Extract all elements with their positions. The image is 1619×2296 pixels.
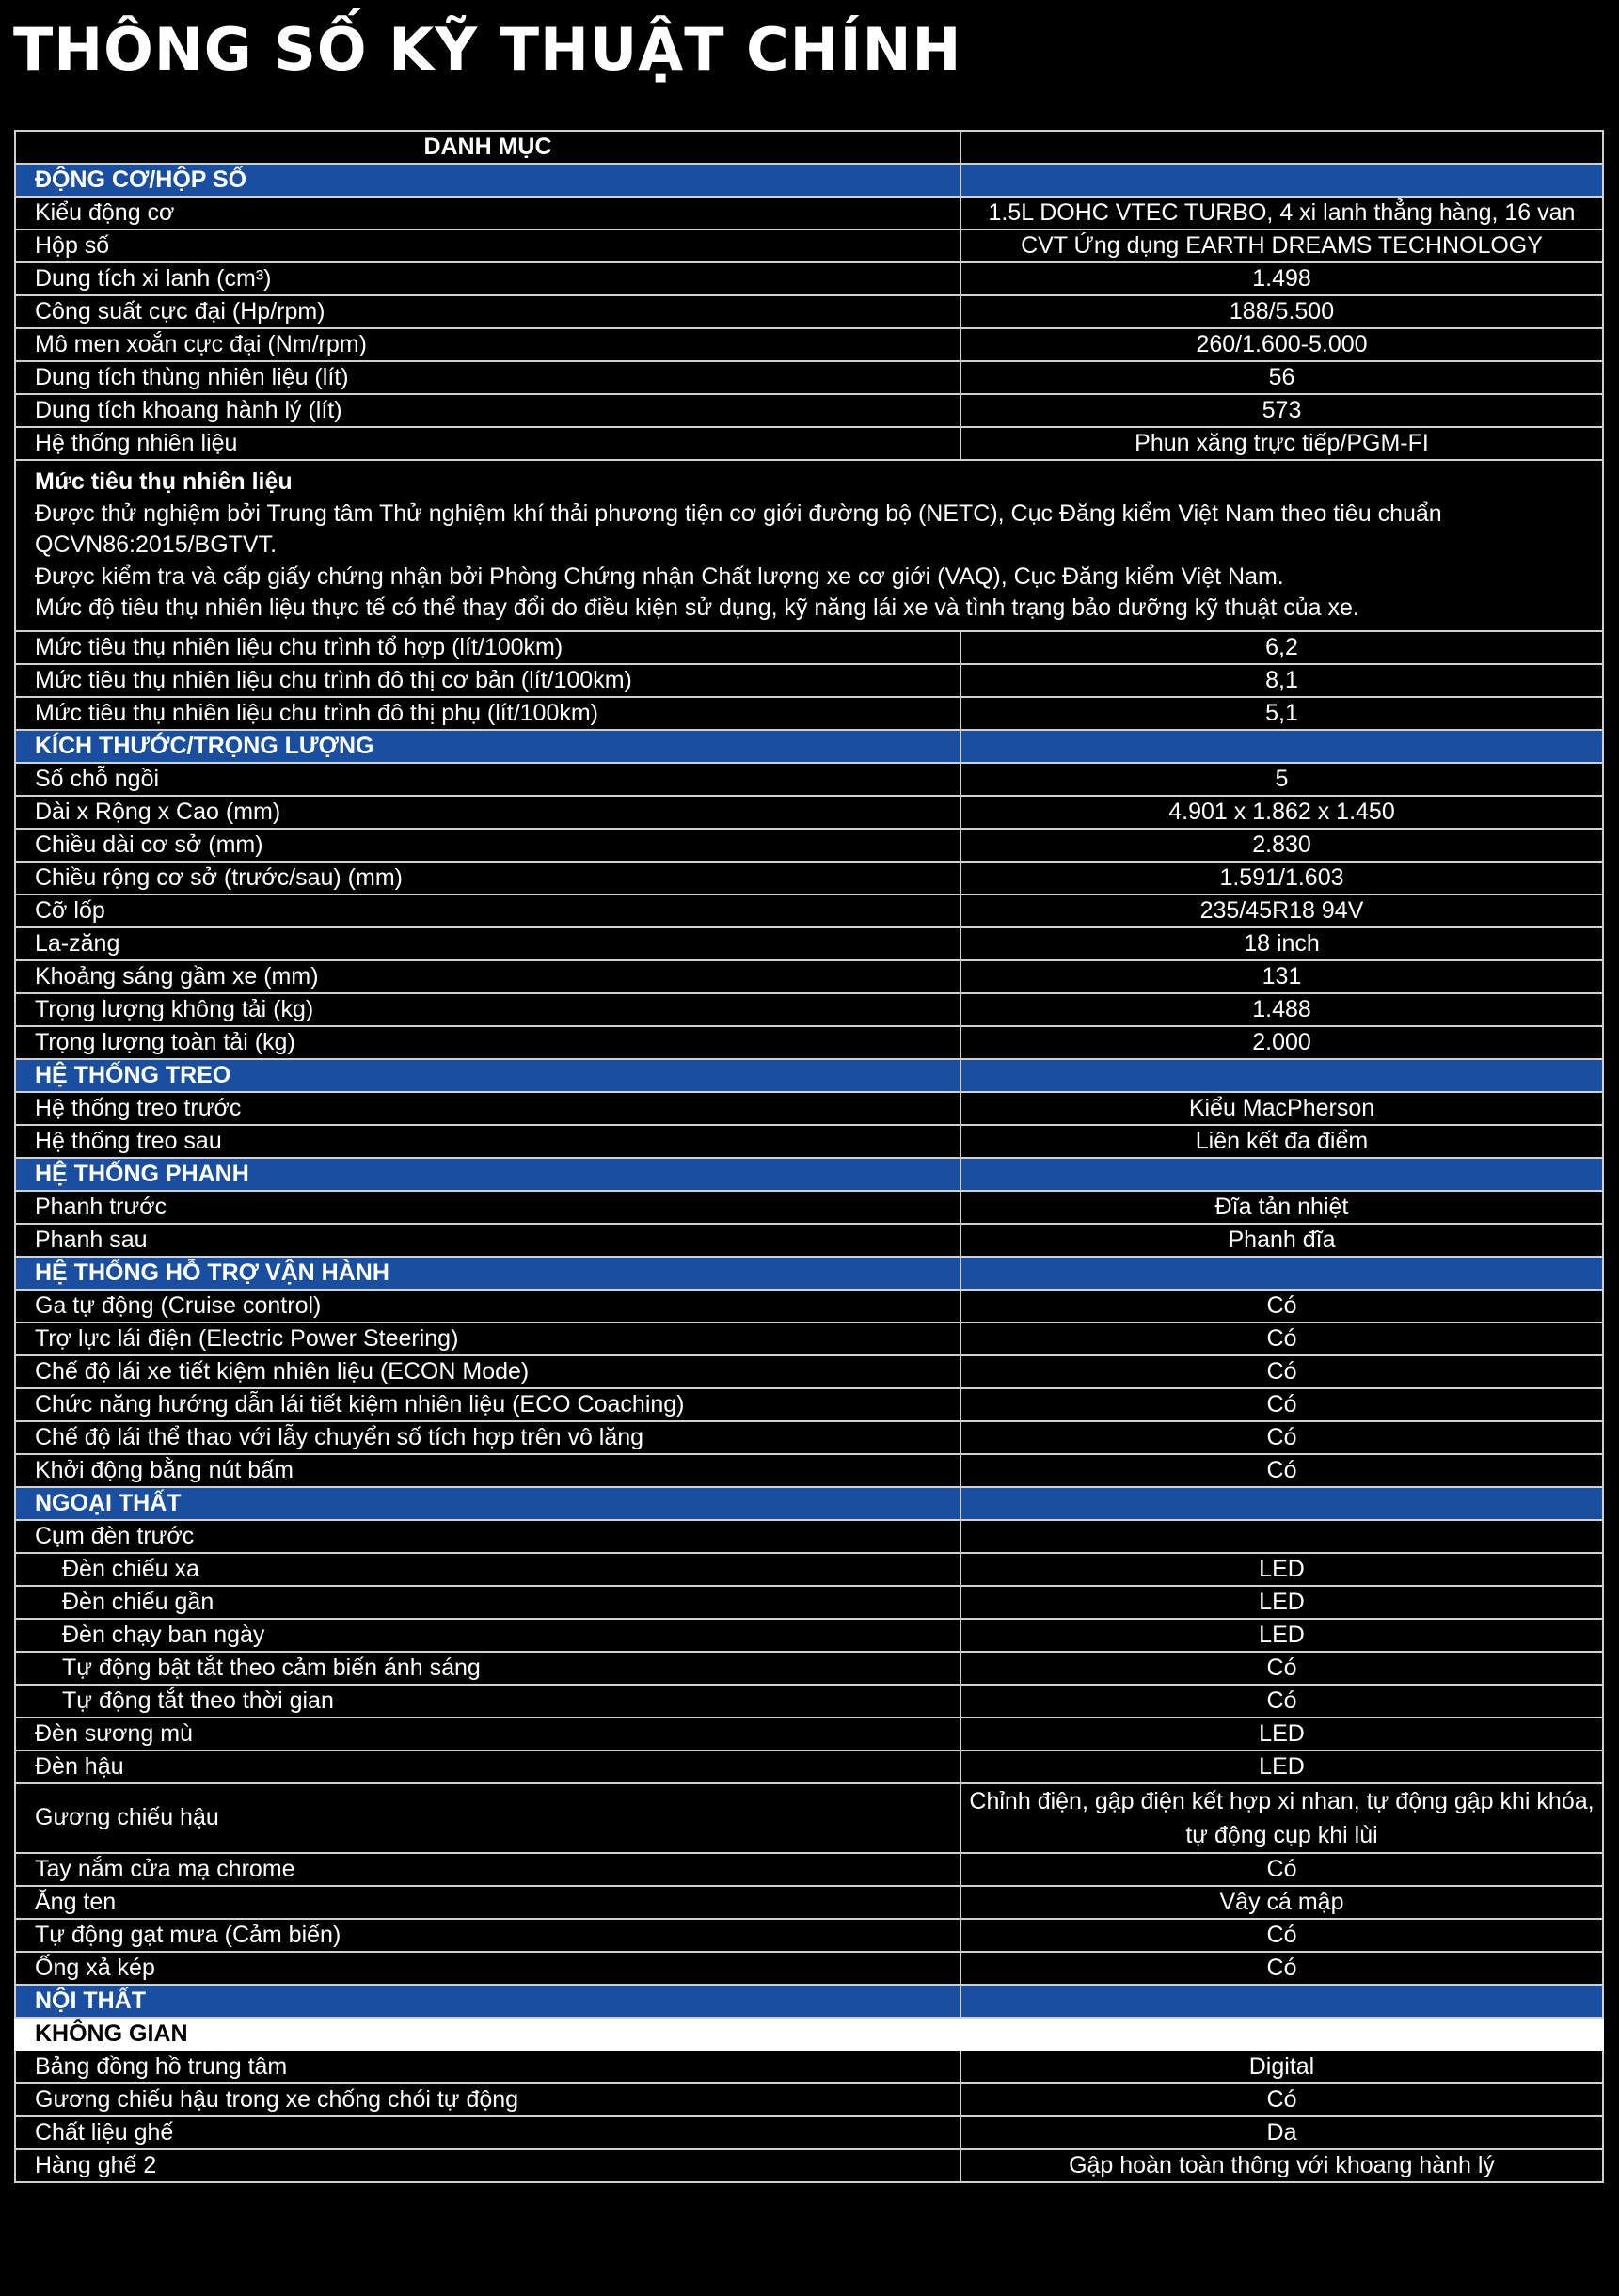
spec-label: Đèn hậu bbox=[15, 1750, 960, 1783]
section-header-row bbox=[15, 1158, 1603, 1191]
spec-label: Tự động gạt mưa (Cảm biến) bbox=[15, 1919, 960, 1952]
spec-row bbox=[15, 1092, 1603, 1125]
spec-value: 2.000 bbox=[960, 1026, 1603, 1059]
spec-value: Có bbox=[960, 1388, 1603, 1421]
spec-label: Chế độ lái xe tiết kiệm nhiên liệu (ECON Mode) bbox=[15, 1355, 960, 1388]
spec-value: 1.498 bbox=[960, 262, 1603, 295]
spec-value: 131 bbox=[960, 960, 1603, 993]
spec-row bbox=[15, 295, 1603, 328]
section-value-cell bbox=[960, 164, 1603, 197]
spec-value: 6,2 bbox=[960, 631, 1603, 664]
spec-label: Gương chiếu hậu bbox=[15, 1783, 960, 1853]
spec-value: 5,1 bbox=[960, 697, 1603, 730]
spec-label: Ga tự động (Cruise control) bbox=[15, 1290, 960, 1322]
spec-value: 4.901 x 1.862 x 1.450 bbox=[960, 796, 1603, 829]
spec-label: La-zăng bbox=[15, 927, 960, 960]
spec-row bbox=[15, 1191, 1603, 1224]
spec-row bbox=[15, 2149, 1603, 2182]
spec-label: Dài x Rộng x Cao (mm) bbox=[15, 796, 960, 829]
spec-label: Chiều dài cơ sở (mm) bbox=[15, 829, 960, 862]
section-title: ĐỘNG CƠ/HỘP SỐ bbox=[15, 164, 960, 197]
spec-value: LED bbox=[960, 1553, 1603, 1586]
spec-value: 188/5.500 bbox=[960, 295, 1603, 328]
spec-value: Có bbox=[960, 1853, 1603, 1886]
spec-row bbox=[15, 1718, 1603, 1750]
spec-row bbox=[15, 664, 1603, 697]
spec-value: Có bbox=[960, 1454, 1603, 1487]
spec-label: Cụm đèn trước bbox=[15, 1520, 960, 1553]
spec-label: Hệ thống nhiên liệu bbox=[15, 427, 960, 460]
spec-row bbox=[15, 2116, 1603, 2149]
spec-label: Công suất cực đại (Hp/rpm) bbox=[15, 295, 960, 328]
spec-value: Có bbox=[960, 1421, 1603, 1454]
spec-row bbox=[15, 631, 1603, 664]
spec-value: Digital bbox=[960, 2051, 1603, 2083]
spec-value: 8,1 bbox=[960, 664, 1603, 697]
spec-row bbox=[15, 1421, 1603, 1454]
section-title: NGOẠI THẤT bbox=[15, 1487, 960, 1520]
spec-row bbox=[15, 328, 1603, 361]
spec-row bbox=[15, 1355, 1603, 1388]
spec-row bbox=[15, 1388, 1603, 1421]
spec-label: Mức tiêu thụ nhiên liệu chu trình đô thị cơ bản (lít/100km) bbox=[15, 664, 960, 697]
spec-value: 1.591/1.603 bbox=[960, 862, 1603, 895]
spec-value: Có bbox=[960, 1290, 1603, 1322]
section-header-row bbox=[15, 1985, 1603, 2018]
spec-value: Có bbox=[960, 1685, 1603, 1718]
spec-label: Mô men xoắn cực đại (Nm/rpm) bbox=[15, 328, 960, 361]
spec-value: 18 inch bbox=[960, 927, 1603, 960]
spec-row bbox=[15, 1026, 1603, 1059]
spec-row bbox=[15, 697, 1603, 730]
spec-row bbox=[15, 262, 1603, 295]
section-value-cell bbox=[960, 1059, 1603, 1092]
fuel-note-line: Được thử nghiệm bởi Trung tâm Thử nghiệm khí thải phương tiện cơ giới đường bộ (NETC), Cục Đăng kiểm Việt Nam theo tiêu chuẩn QCVN86:2015/BGTVT. bbox=[35, 499, 1442, 559]
spec-label: Số chỗ ngồi bbox=[15, 763, 960, 796]
spec-value: CVT Ứng dụng EARTH DREAMS TECHNOLOGY bbox=[960, 230, 1603, 262]
spec-value: Có bbox=[960, 1952, 1603, 1985]
spec-label: Tự động bật tắt theo cảm biến ánh sáng bbox=[15, 1652, 960, 1685]
spec-row bbox=[15, 394, 1603, 427]
spec-row bbox=[15, 427, 1603, 460]
spec-label: Đèn chiếu xa bbox=[15, 1553, 960, 1586]
spec-label: Phanh trước bbox=[15, 1191, 960, 1224]
spec-value: 5 bbox=[960, 763, 1603, 796]
section-header-row bbox=[15, 1059, 1603, 1092]
section-value-cell bbox=[960, 2018, 1603, 2051]
spec-value: 1.5L DOHC VTEC TURBO, 4 xi lanh thẳng hàng, 16 van bbox=[960, 197, 1603, 230]
spec-row bbox=[15, 927, 1603, 960]
subsection-header-row bbox=[15, 2018, 1603, 2051]
spec-value: Kiểu MacPherson bbox=[960, 1092, 1603, 1125]
spec-label: Ống xả kép bbox=[15, 1952, 960, 1985]
spec-value: Vây cá mập bbox=[960, 1886, 1603, 1919]
fuel-note-title: Mức tiêu thụ nhiên liệu bbox=[35, 468, 293, 495]
spec-value: 2.830 bbox=[960, 829, 1603, 862]
header-label: DANH MỤC bbox=[15, 131, 960, 164]
spec-row bbox=[15, 763, 1603, 796]
spec-value: 235/45R18 94V bbox=[960, 895, 1603, 927]
table-header-row bbox=[15, 131, 1603, 164]
spec-label: Khoảng sáng gầm xe (mm) bbox=[15, 960, 960, 993]
spec-table-body bbox=[15, 131, 1603, 2182]
spec-row bbox=[15, 1952, 1603, 1985]
header-value bbox=[960, 131, 1603, 164]
spec-label: Khởi động bằng nút bấm bbox=[15, 1454, 960, 1487]
spec-label: Dung tích khoang hành lý (lít) bbox=[15, 394, 960, 427]
spec-label: Dung tích xi lanh (cm³) bbox=[15, 262, 960, 295]
section-title: NỘI THẤT bbox=[15, 1985, 960, 2018]
spec-row bbox=[15, 1886, 1603, 1919]
spec-row bbox=[15, 1224, 1603, 1257]
spec-label: Gương chiếu hậu trong xe chống chói tự động bbox=[15, 2083, 960, 2116]
spec-row bbox=[15, 230, 1603, 262]
spec-row bbox=[15, 993, 1603, 1026]
spec-value: Liên kết đa điểm bbox=[960, 1125, 1603, 1158]
spec-row bbox=[15, 2083, 1603, 2116]
spec-value: 56 bbox=[960, 361, 1603, 394]
spec-label: Hàng ghế 2 bbox=[15, 2149, 960, 2182]
spec-label: Trợ lực lái điện (Electric Power Steering) bbox=[15, 1322, 960, 1355]
spec-row bbox=[15, 829, 1603, 862]
spec-label: Mức tiêu thụ nhiên liệu chu trình đô thị phụ (lít/100km) bbox=[15, 697, 960, 730]
section-title: HỆ THỐNG PHANH bbox=[15, 1158, 960, 1191]
spec-label: Ăng ten bbox=[15, 1886, 960, 1919]
spec-value: LED bbox=[960, 1750, 1603, 1783]
spec-value: LED bbox=[960, 1718, 1603, 1750]
spec-label: Hệ thống treo trước bbox=[15, 1092, 960, 1125]
spec-row bbox=[15, 197, 1603, 230]
spec-sub-row bbox=[15, 1586, 1603, 1619]
spec-row bbox=[15, 1520, 1603, 1553]
spec-label: Chất liệu ghế bbox=[15, 2116, 960, 2149]
section-header-row bbox=[15, 164, 1603, 197]
spec-label: Hộp số bbox=[15, 230, 960, 262]
spec-row bbox=[15, 1919, 1603, 1952]
spec-row bbox=[15, 1290, 1603, 1322]
spec-value: Phanh đĩa bbox=[960, 1224, 1603, 1257]
spec-label: Đèn chạy ban ngày bbox=[15, 1619, 960, 1652]
spec-row bbox=[15, 1853, 1603, 1886]
spec-value: 573 bbox=[960, 394, 1603, 427]
section-title: HỆ THỐNG TREO bbox=[15, 1059, 960, 1092]
fuel-note-line: Được kiểm tra và cấp giấy chứng nhận bởi Phòng Chứng nhận Chất lượng xe cơ giới (VAQ), Cục Đăng kiểm Việt Nam. bbox=[35, 562, 1284, 590]
spec-label: Hệ thống treo sau bbox=[15, 1125, 960, 1158]
spec-row bbox=[15, 796, 1603, 829]
spec-label: Kiểu động cơ bbox=[15, 197, 960, 230]
spec-label: Đèn chiếu gần bbox=[15, 1586, 960, 1619]
fuel-note-line: Mức độ tiêu thụ nhiên liệu thực tế có thể thay đổi do điều kiện sử dụng, kỹ năng lái xe và tình trạng bảo dưỡng kỹ thuật của xe. bbox=[35, 594, 1359, 622]
spec-label: Trọng lượng không tải (kg) bbox=[15, 993, 960, 1026]
spec-label: Dung tích thùng nhiên liệu (lít) bbox=[15, 361, 960, 394]
spec-label: Tay nắm cửa mạ chrome bbox=[15, 1853, 960, 1886]
spec-row bbox=[15, 960, 1603, 993]
spec-label: Chức năng hướng dẫn lái tiết kiệm nhiên liệu (ECO Coaching) bbox=[15, 1388, 960, 1421]
spec-row bbox=[15, 1454, 1603, 1487]
spec-value: Có bbox=[960, 1652, 1603, 1685]
spec-row bbox=[15, 895, 1603, 927]
spec-label: Phanh sau bbox=[15, 1224, 960, 1257]
spec-value: Chỉnh điện, gập điện kết hợp xi nhan, tự động gập khi khóa, tự động cụp khi lùi bbox=[960, 1783, 1603, 1853]
spec-row bbox=[15, 1322, 1603, 1355]
section-header-row bbox=[15, 730, 1603, 763]
spec-label: Tự động tắt theo thời gian bbox=[15, 1685, 960, 1718]
spec-sub-row bbox=[15, 1553, 1603, 1586]
spec-value: Phun xăng trực tiếp/PGM-FI bbox=[960, 427, 1603, 460]
spec-value: Gập hoàn toàn thông với khoang hành lý bbox=[960, 2149, 1603, 2182]
spec-sub-row bbox=[15, 1652, 1603, 1685]
spec-value: 1.488 bbox=[960, 993, 1603, 1026]
section-header-row bbox=[15, 1487, 1603, 1520]
spec-row bbox=[15, 2051, 1603, 2083]
spec-sub-row bbox=[15, 1619, 1603, 1652]
spec-label: Chế độ lái thể thao với lẫy chuyển số tích hợp trên vô lăng bbox=[15, 1421, 960, 1454]
spec-value: LED bbox=[960, 1586, 1603, 1619]
fuel-note-row bbox=[15, 460, 1603, 631]
spec-label: Chiều rộng cơ sở (trước/sau) (mm) bbox=[15, 862, 960, 895]
subsection-title: KHÔNG GIAN bbox=[15, 2018, 960, 2051]
spec-table bbox=[14, 130, 1604, 2183]
spec-value: 260/1.600-5.000 bbox=[960, 328, 1603, 361]
spec-row bbox=[15, 862, 1603, 895]
spec-value: Đĩa tản nhiệt bbox=[960, 1191, 1603, 1224]
spec-value: Da bbox=[960, 2116, 1603, 2149]
spec-sub-row bbox=[15, 1685, 1603, 1718]
spec-label: Cỡ lốp bbox=[15, 895, 960, 927]
section-value-cell bbox=[960, 1257, 1603, 1290]
spec-value bbox=[960, 1520, 1603, 1553]
spec-row bbox=[15, 1783, 1603, 1853]
spec-row bbox=[15, 1125, 1603, 1158]
fuel-note-cell bbox=[15, 460, 1603, 631]
section-value-cell bbox=[960, 1487, 1603, 1520]
spec-label: Trọng lượng toàn tải (kg) bbox=[15, 1026, 960, 1059]
spec-value: LED bbox=[960, 1619, 1603, 1652]
spec-value: Có bbox=[960, 1355, 1603, 1388]
spec-label: Bảng đồng hồ trung tâm bbox=[15, 2051, 960, 2083]
spec-label: Đèn sương mù bbox=[15, 1718, 960, 1750]
section-value-cell bbox=[960, 1985, 1603, 2018]
spec-row bbox=[15, 361, 1603, 394]
spec-value: Có bbox=[960, 1322, 1603, 1355]
section-value-cell bbox=[960, 1158, 1603, 1191]
spec-value: Có bbox=[960, 1919, 1603, 1952]
section-value-cell bbox=[960, 730, 1603, 763]
section-header-row bbox=[15, 1257, 1603, 1290]
section-title: KÍCH THƯỚC/TRỌNG LƯỢNG bbox=[15, 730, 960, 763]
spec-label: Mức tiêu thụ nhiên liệu chu trình tổ hợp (lít/100km) bbox=[15, 631, 960, 664]
spec-row bbox=[15, 1750, 1603, 1783]
page-title: THÔNG SỐ KỸ THUẬT CHÍNH bbox=[13, 15, 962, 84]
spec-value: Có bbox=[960, 2083, 1603, 2116]
section-title: HỆ THỐNG HỖ TRỢ VẬN HÀNH bbox=[15, 1257, 960, 1290]
